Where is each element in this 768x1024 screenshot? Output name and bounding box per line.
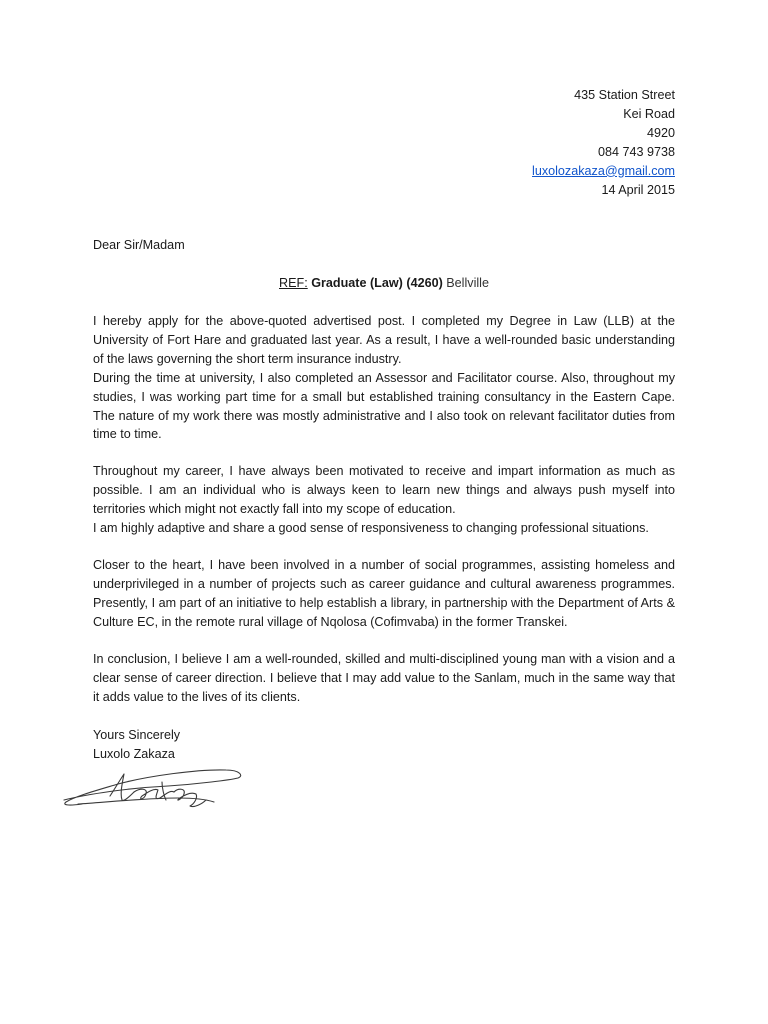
- body-block-social: [93, 556, 675, 632]
- sender-street: 435 Station Street: [574, 88, 675, 102]
- closing-block: [93, 726, 180, 764]
- paragraph-experience: During the time at university, I also completed an Assessor and Facilitator course. Also, throughout my studies, I was working part time for a small but established training consultancy in the Eastern Cape. The nature of my work there was mostly administrative and I also took on relevant facilitator duties from time to time.: [93, 370, 675, 442]
- body-block-motivation: [93, 462, 675, 538]
- paragraph-social-programmes: Closer to the heart, I have been involved in a number of social programmes, assisting homeless and underprivileged in a number of projects such as career guidance and cultural awareness programmes. Presently, I am part of an initiative to help establish a library, in partnership with the Department of Arts & Culture EC, in the remote rural village of Nqolosa (Cofimvaba) in the former Transkei.: [93, 558, 675, 629]
- paragraph-conclusion: In conclusion, I believe I am a well-rounded, skilled and multi-disciplined young man with a vision and a clear sense of career direction. I believe that I may add value to the Sanlam, much in the same way that it adds value to the lives of its clients.: [93, 652, 675, 704]
- sender-area: Kei Road: [623, 106, 675, 121]
- body-block-intro: [93, 312, 675, 444]
- reference-label: REF:: [279, 276, 308, 290]
- paragraph-motivation: Throughout my career, I have always been motivated to receive and impart information as much as possible. I am an individual who is always keen to learn new things and always push myself into territories which might not exactly fall into my scope of education.: [93, 464, 675, 516]
- sender-postal-code: 4920: [646, 125, 675, 140]
- handwritten-signature: [58, 764, 248, 814]
- sender-phone: 084 743 9738: [597, 144, 675, 159]
- paragraph-degree: I hereby apply for the above-quoted advertised post. I completed my Degree in Law (LLB) at the University of Fort Hare and graduated last year. As a result, I have a well-rounded basic understanding of the laws governing the short term insurance industry.: [93, 314, 675, 366]
- body-block-conclusion: [93, 650, 675, 707]
- valediction: Yours Sincerely: [93, 728, 181, 742]
- paragraph-adaptive: I am highly adaptive and share a good sense of responsiveness to changing professional situations.: [93, 520, 649, 535]
- sender-email-link[interactable]: luxolozakaza@gmail.com: [532, 163, 675, 178]
- salutation: Dear Sir/Madam: [93, 238, 185, 252]
- reference-line: [93, 274, 675, 293]
- reference-title: Graduate (Law) (4260): [311, 276, 443, 290]
- reference-location: Bellville: [446, 276, 489, 290]
- signatory-name: Luxolo Zakaza: [93, 746, 175, 761]
- letter-date: 14 April 2015: [601, 182, 675, 197]
- sender-address-block: [532, 86, 675, 199]
